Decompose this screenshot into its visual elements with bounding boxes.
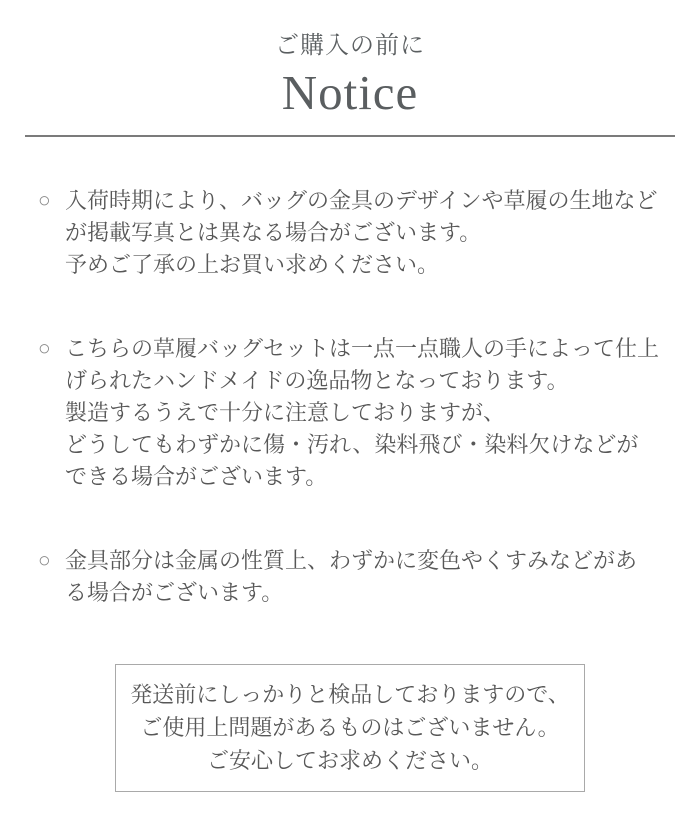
notice-text bbox=[65, 185, 670, 281]
notice-line: 予めご了承の上お買い求めください。 bbox=[65, 252, 440, 277]
notice-text bbox=[65, 333, 670, 493]
page-header bbox=[0, 0, 700, 119]
notice-list bbox=[38, 185, 670, 609]
notice-line: こちらの草履バッグセットは一点一点職人の手によって仕上 bbox=[65, 336, 660, 361]
notice-line: げられたハンドメイドの逸品物となっております。 bbox=[65, 368, 569, 393]
notice-line: 製造するうえで十分に注意しておりますが、 bbox=[65, 400, 506, 425]
notice-line: が掲載写真とは異なる場合がございます。 bbox=[65, 220, 482, 245]
notice-item bbox=[38, 545, 670, 609]
circle-bullet-icon: ○ bbox=[38, 549, 51, 572]
notice-line: る場合がございます。 bbox=[65, 580, 284, 605]
assurance-line: 発送前にしっかりと検品しておりますので、 bbox=[130, 682, 570, 707]
notice-item bbox=[38, 185, 670, 281]
notice-line: 入荷時期により、バッグの金具のデザインや草履の生地など bbox=[65, 188, 658, 213]
circle-bullet-icon: ○ bbox=[38, 337, 51, 360]
notice-line: できる場合がございます。 bbox=[65, 464, 328, 489]
circle-bullet-icon: ○ bbox=[38, 189, 51, 212]
header-subtitle: ご購入の前に bbox=[275, 33, 425, 59]
notice-line: どうしてもわずかに傷・汚れ、染料飛び・染料欠けなどが bbox=[65, 432, 639, 457]
notice-item bbox=[38, 333, 670, 493]
notice-text bbox=[65, 545, 670, 609]
page-title: Notice bbox=[281, 65, 419, 120]
assurance-box bbox=[115, 664, 585, 792]
assurance-line: ご安心してお求めください。 bbox=[206, 748, 493, 773]
notice-line: 金具部分は金属の性質上、わずかに変色やくすみなどがあ bbox=[65, 548, 638, 573]
assurance-line: ご使用上問題があるものはございません。 bbox=[140, 715, 560, 740]
header-divider bbox=[25, 135, 675, 137]
